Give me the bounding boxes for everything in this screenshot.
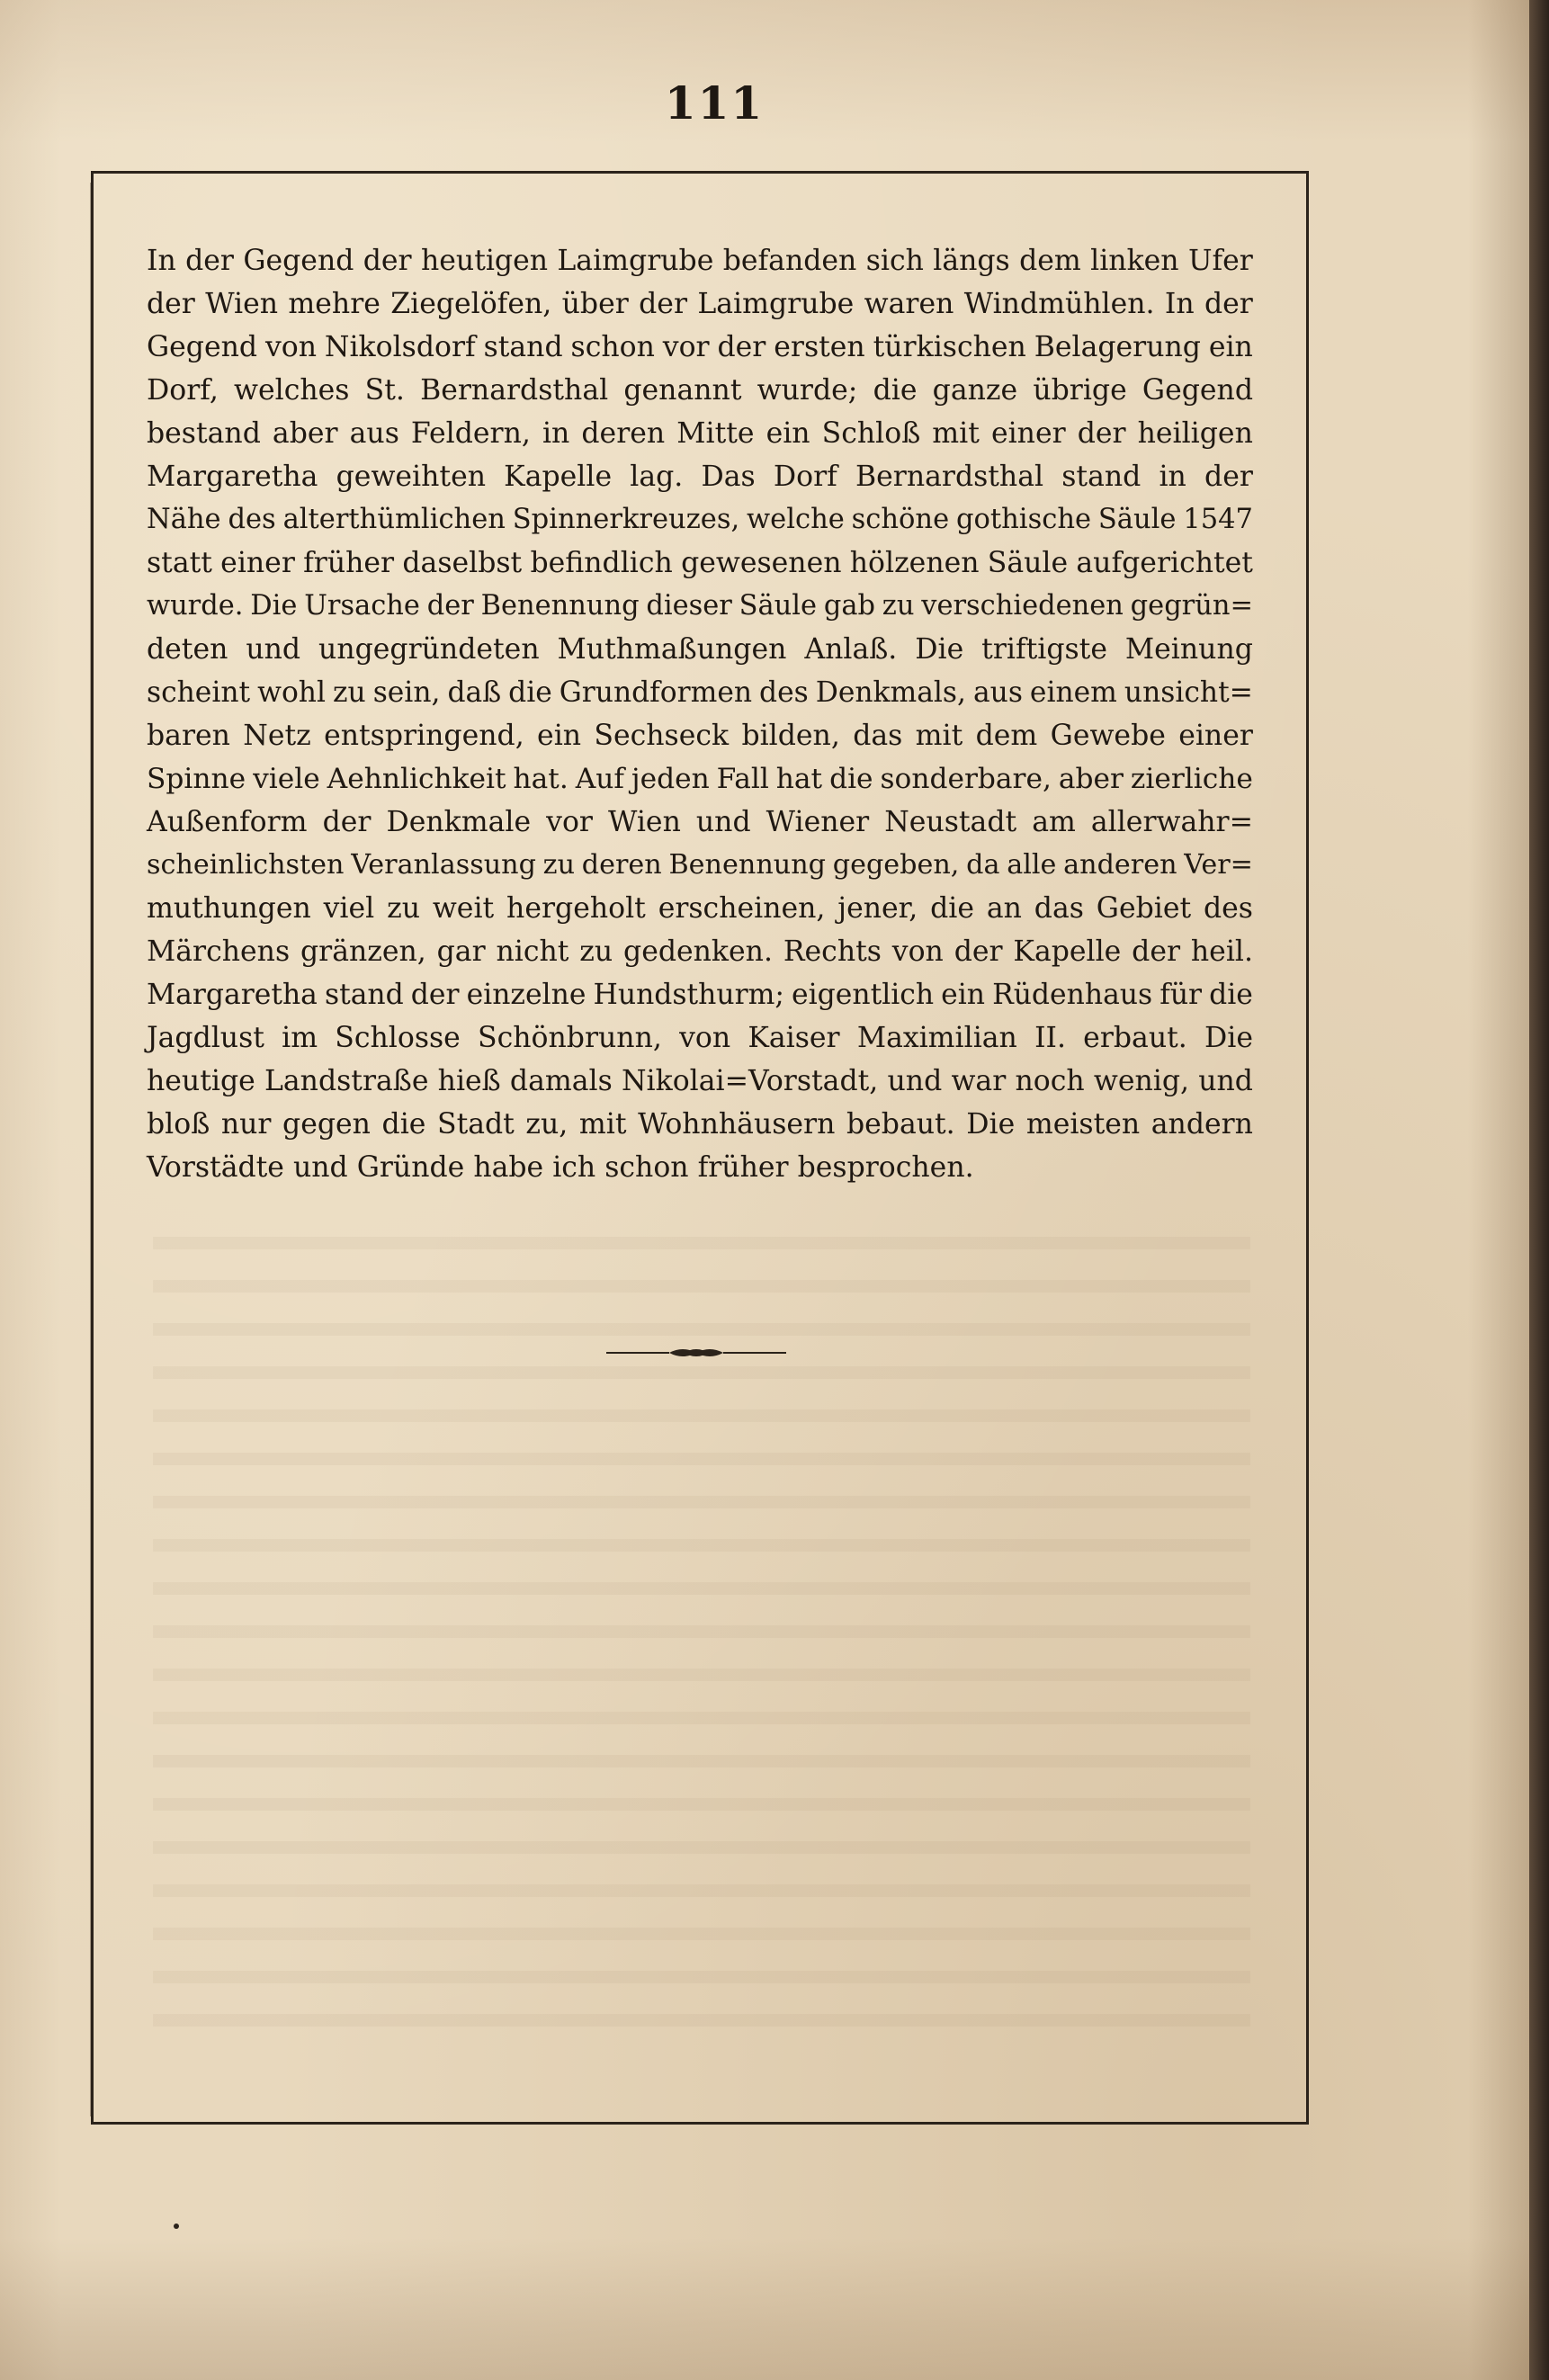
text-line: der Wien mehre Ziegelöfen, über der Laimgrube waren Windmühlen. In der: [147, 288, 1253, 320]
text-line: muthungen viel zu weit hergeholt erscheinen, jener, die an das Gebiet des: [147, 892, 1253, 925]
page-number: 111: [664, 76, 765, 130]
text-line: deten und ungegründeten Muthmaßungen Anlaß. Die triftigste Meinung: [147, 633, 1253, 666]
tailpiece-ornament-icon: [606, 1342, 786, 1364]
ink-speck: [174, 2223, 179, 2229]
text-line: Spinne viele Aehnlichkeit hat. Auf jeden Fall hat die sonderbare, aber zierliche: [147, 763, 1253, 795]
body-text: [147, 239, 1253, 1189]
text-line: Jagdlust im Schlosse Schönbrunn, von Kaiser Maximilian II. erbaut. Die: [147, 1022, 1253, 1054]
text-line: Nähe des alterthümlichen Spinnerkreuzes, welche schöne gothische Säule 1547: [147, 504, 1253, 535]
text-line: scheinlichsten Veranlassung zu deren Benennung gegeben, da alle anderen Ver=: [147, 849, 1253, 881]
text-line: heutige Landstraße hieß damals Nikolai=Vorstadt, und war noch wenig, und: [147, 1065, 1253, 1097]
text-line: bestand aber aus Feldern, in deren Mitte ein Schloß mit einer der heiligen: [147, 417, 1253, 450]
text-line: wurde. Die Ursache der Benennung dieser Säule gab zu verschiedenen gegrün=: [147, 590, 1253, 622]
text-line: Märchens gränzen, gar nicht zu gedenken. Rechts von der Kapelle der heil.: [147, 935, 1253, 968]
binding-edge: [1529, 0, 1549, 2380]
text-line: baren Netz entspringend, ein Sechseck bilden, das mit dem Gewebe einer: [147, 720, 1253, 752]
text-line: Margaretha geweihten Kapelle lag. Das Dorf Bernardsthal stand in der: [147, 461, 1253, 493]
text-line: Vorstädte und Gründe habe ich schon früher besprochen.: [147, 1151, 974, 1184]
text-line: Margaretha stand der einzelne Hundsthurm; eigentlich ein Rüdenhaus für die: [147, 979, 1253, 1011]
text-line: Dorf, welches St. Bernardsthal genannt wurde; die ganze übrige Gegend: [147, 374, 1253, 407]
text-line: Außenform der Denkmale vor Wien und Wiener Neustadt am allerwahr=: [147, 806, 1253, 838]
text-line: statt einer früher daselbst befindlich gewesenen hölzenen Säule aufgerichtet: [147, 547, 1253, 579]
text-line: In der Gegend der heutigen Laimgrube befanden sich längs dem linken Ufer: [147, 245, 1253, 277]
text-line: bloß nur gegen die Stadt zu, mit Wohnhäusern bebaut. Die meisten andern: [147, 1108, 1253, 1141]
text-line: Gegend von Nikolsdorf stand schon vor der ersten türkischen Belagerung ein: [147, 331, 1253, 363]
text-line: scheint wohl zu sein, daß die Grundformen des Denkmals, aus einem unsicht=: [147, 676, 1253, 709]
